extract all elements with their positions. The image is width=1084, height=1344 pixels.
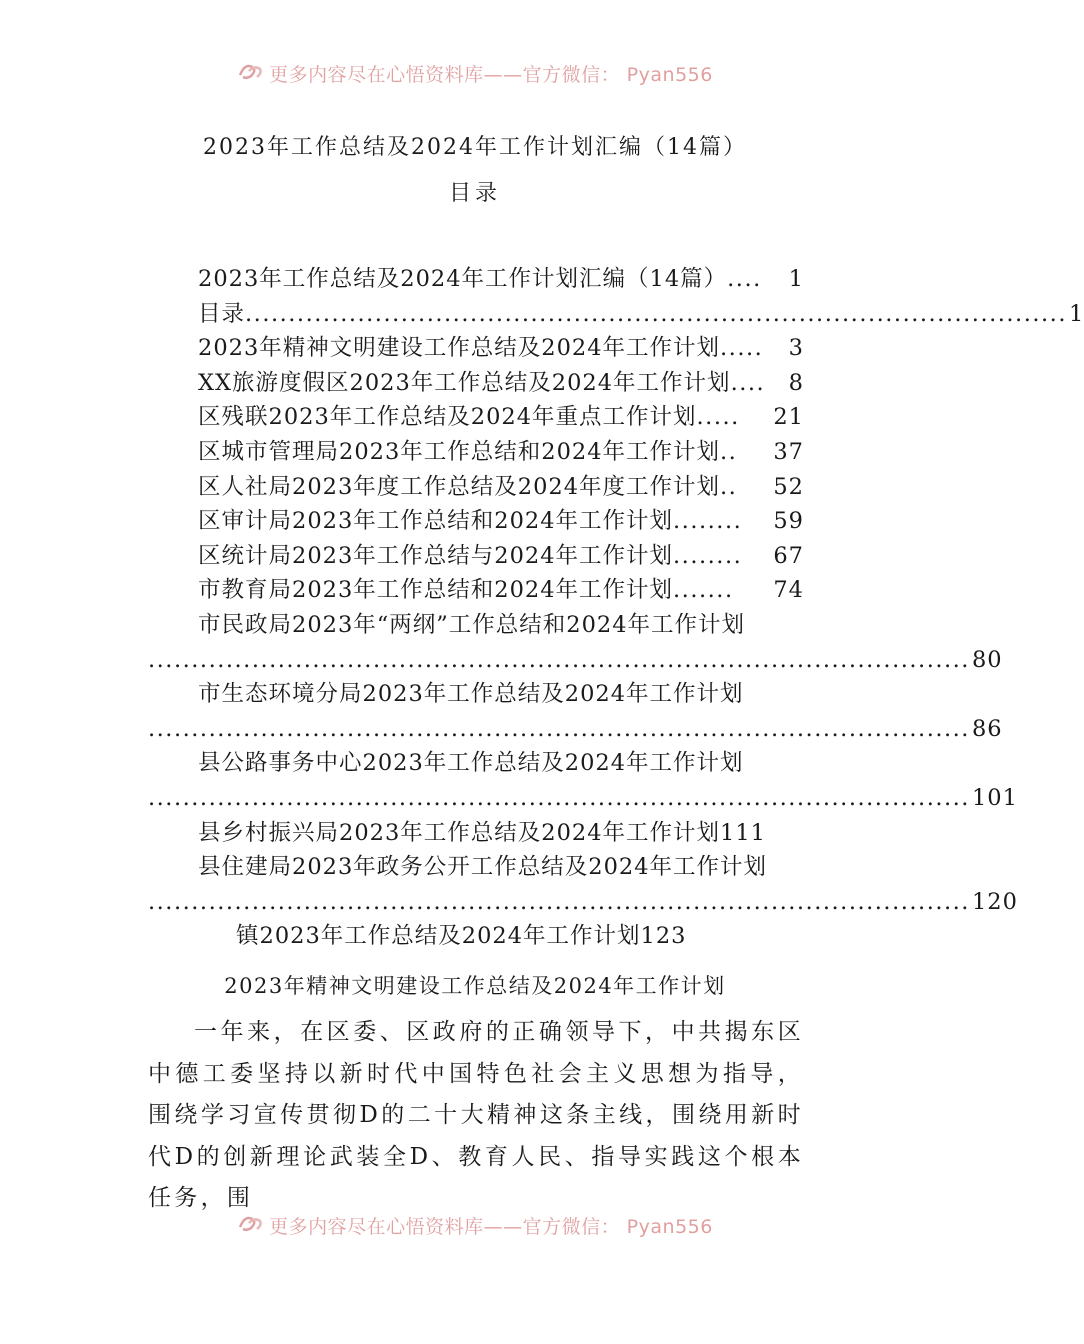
toc-page-number: 67 [773, 542, 804, 569]
toc-entry-continuation[interactable] [148, 712, 1003, 747]
section-title: 2023年精神文明建设工作总结及2024年工作计划 [224, 974, 726, 998]
toc-leader: .. [720, 438, 738, 465]
toc-entry[interactable] [148, 435, 804, 470]
toc-entry[interactable] [148, 400, 804, 435]
toc-page-number: 80 [971, 646, 1003, 673]
toc-page-number: 52 [773, 473, 804, 500]
toc-leader: .... [730, 369, 766, 396]
toc-page-number: 1 [1068, 300, 1084, 327]
toc-entry[interactable] [148, 504, 804, 539]
document-title: 2023年工作总结及2024年工作计划汇编（14篇） [203, 135, 747, 160]
toc-entry-title: 区审计局2023年工作总结和2024年工作计划 [198, 508, 674, 535]
watermark-header [0, 60, 950, 87]
toc-page-number: 59 [773, 508, 804, 535]
body-text [148, 1012, 804, 1220]
toc-page-number: 3 [788, 335, 804, 362]
toc-leader: ..... [720, 335, 764, 362]
toc-page-number: 123 [640, 923, 687, 950]
paragraph: 一年来，在区委、区政府的正确领导下，中共揭东区中德工委坚持以新时代中国特色社会主义思想为指导，围绕学习宣传贯彻D的二十大精神这条主线，围绕用新时代D的创新理论武装全D、教育人民、指导实践这个根本任务，围 [148, 1019, 804, 1211]
watermark-text: 更多内容尽在心悟资料库——官方微信： Pyan556 [269, 64, 713, 86]
toc-entry-title: 县住建局2023年政务公开工作总结及2024年工作计划 [198, 854, 768, 881]
toc-entry[interactable] [148, 608, 804, 643]
table-of-contents [148, 262, 1084, 954]
toc-entry[interactable] [148, 919, 804, 954]
toc-entry[interactable] [148, 850, 804, 885]
toc-entry[interactable] [148, 746, 804, 781]
toc-leader: ........ [673, 508, 743, 535]
toc-entry-continuation[interactable] [148, 643, 1003, 678]
toc-heading: 目录 [448, 181, 501, 206]
toc-leader: ............................................................................................... [148, 715, 970, 742]
toc-entry[interactable] [148, 816, 804, 851]
toc-leader: .... [727, 266, 762, 292]
toc-page-number: 1 [788, 266, 804, 292]
logo-icon [237, 61, 263, 86]
toc-page-number: 120 [971, 888, 1018, 915]
toc-entry-title: 县公路事务中心2023年工作总结及2024年工作计划 [198, 750, 744, 777]
toc-entry[interactable] [148, 331, 804, 366]
toc-page-number: 111 [720, 819, 766, 846]
toc-leader: ............................................................................................... [245, 300, 1067, 327]
toc-entry-title: 区城市管理局2023年工作总结和2024年工作计划 [198, 438, 721, 465]
logo-icon [237, 1213, 263, 1238]
toc-entry-continuation[interactable] [148, 781, 1018, 816]
toc-page-number: 74 [773, 577, 804, 604]
toc-entry[interactable] [148, 539, 804, 574]
toc-page-number: 101 [971, 784, 1018, 811]
toc-entry[interactable] [148, 573, 804, 608]
toc-entry-title: 区人社局2023年度工作总结及2024年度工作计划 [198, 473, 721, 500]
toc-entry-title: 市生态环境分局2023年工作总结及2024年工作计划 [198, 681, 744, 708]
toc-leader: ........ [673, 542, 743, 569]
toc-leader: ....... [673, 577, 734, 604]
toc-entry-title: 镇2023年工作总结及2024年工作计划 [236, 923, 641, 950]
watermark-text: 更多内容尽在心悟资料库——官方微信： Pyan556 [269, 1216, 713, 1238]
toc-entry-title: 2023年精神文明建设工作总结及2024年工作计划 [198, 335, 721, 362]
toc-entry-title: 市民政局2023年“两纲”工作总结和2024年工作计划 [198, 611, 746, 638]
toc-entry-title: 2023年工作总结及2024年工作计划汇编（14篇） [198, 266, 728, 292]
toc-entry-title: XX旅游度假区2023年工作总结及2024年工作计划 [198, 369, 731, 396]
toc-leader: .. [720, 473, 738, 500]
toc-entry-title: 区统计局2023年工作总结与2024年工作计划 [198, 542, 674, 569]
toc-leader: ............................................................................................... [148, 784, 970, 811]
toc-page-number: 37 [773, 438, 804, 465]
toc-entry-title: 县乡村振兴局2023年工作总结及2024年工作计划 [198, 819, 721, 846]
toc-page-number: 21 [773, 404, 804, 431]
toc-entry[interactable] [148, 262, 804, 297]
toc-leader: ............................................................................................... [148, 888, 970, 915]
toc-entry-title: 区残联2023年工作总结及2024年重点工作计划 [198, 404, 697, 431]
toc-leader: ............................................................................................... [148, 646, 970, 673]
toc-entry-title: 市教育局2023年工作总结和2024年工作计划 [198, 577, 674, 604]
toc-entry[interactable] [148, 366, 804, 401]
toc-entry-continuation[interactable] [148, 885, 1018, 920]
toc-entry[interactable] [148, 297, 1084, 332]
toc-entry-title: 目录 [198, 300, 246, 327]
toc-page-number: 86 [971, 715, 1003, 742]
toc-leader: ..... [696, 404, 740, 431]
watermark-footer [0, 1212, 950, 1239]
toc-entry[interactable] [148, 677, 804, 712]
toc-page-number: 8 [788, 369, 804, 396]
toc-entry[interactable] [148, 470, 804, 505]
